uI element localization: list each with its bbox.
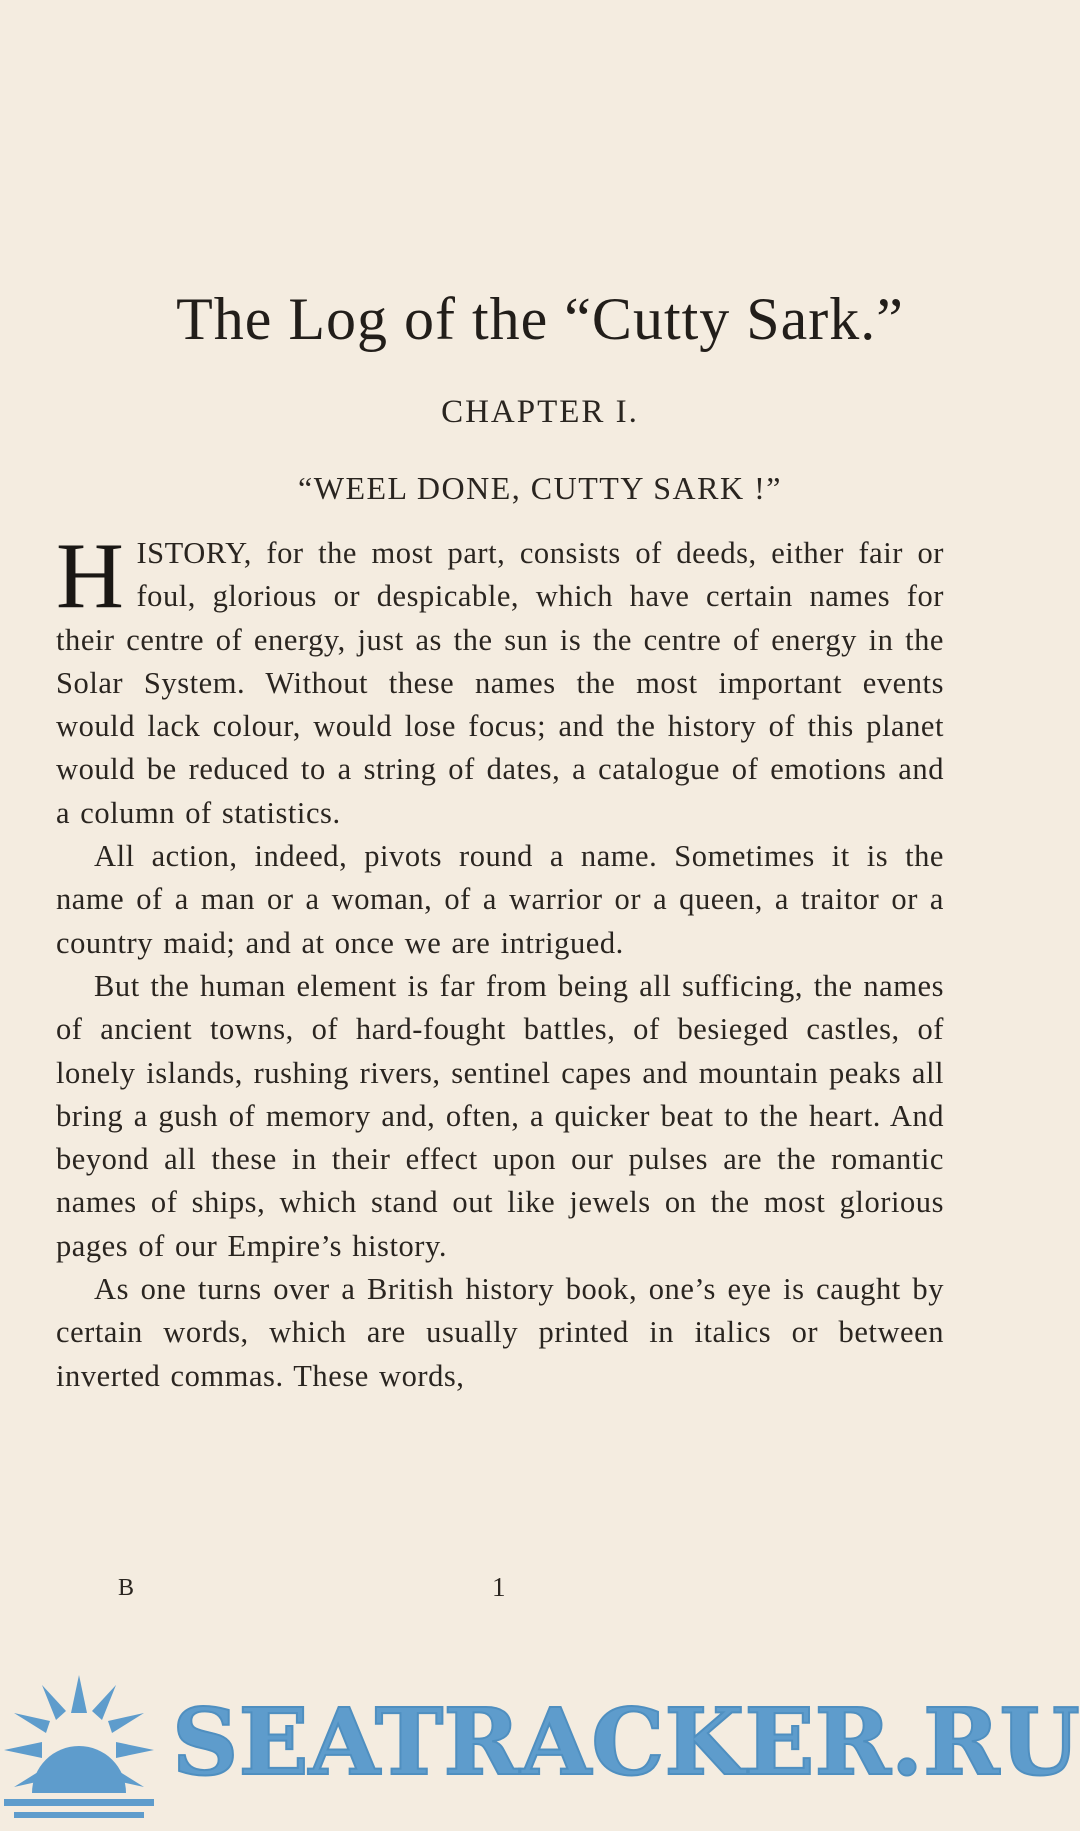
paragraph-1-text: ISTORY, for the most part, consists of deeds, either fair or foul, glorious or despicable, which have certain names for their centre of energy, just as the sun is the centre of energy in the Solar System. Without these names the most important events would lack colour, would lose focus; and the history of this planet would be reduced to a string of dates, a catalogue of emotions and a column of statistics. [56,536,944,830]
chapter-label: CHAPTER I. [441,394,639,430]
body-text [56,524,944,1398]
paragraph-4: As one turns over a British history book, one’s eye is caught by certain words, which are usually printed in italics or between inverted commas. These words, [56,1272,944,1393]
paragraph-2: All action, indeed, pivots round a name. Sometimes it is the name of a man or a woman, of a warrior or a queen, a traitor or a country maid; and at once we are intrigued. [56,839,944,960]
chapter-title: “WEEL DONE, CUTTY SARK !” [298,470,782,506]
watermark [0,1665,1080,1815]
sun-icon [4,1675,154,1825]
paragraph-3: But the human element is far from being all sufficing, the names of ancient towns, of hard-fought battles, of besieged castles, of lonely islands, rushing rivers, sentinel capes and mountain peaks all bring a gush of memory and, often, a quicker beat to the heart. And beyond all these in their effect upon our pulses are the romantic names of ships, which stand out like jewels on the most glorious pages of our Empire’s history. [56,968,944,1263]
paragraph-1 [56,524,944,835]
drop-cap: H [56,524,125,628]
book-title: The Log of the “Cutty Sark.” [176,286,904,352]
watermark-text: SEATRACKER.RU [172,1688,1080,1796]
page-number: 1 [492,1572,506,1602]
signature-mark: B [118,1575,135,1601]
